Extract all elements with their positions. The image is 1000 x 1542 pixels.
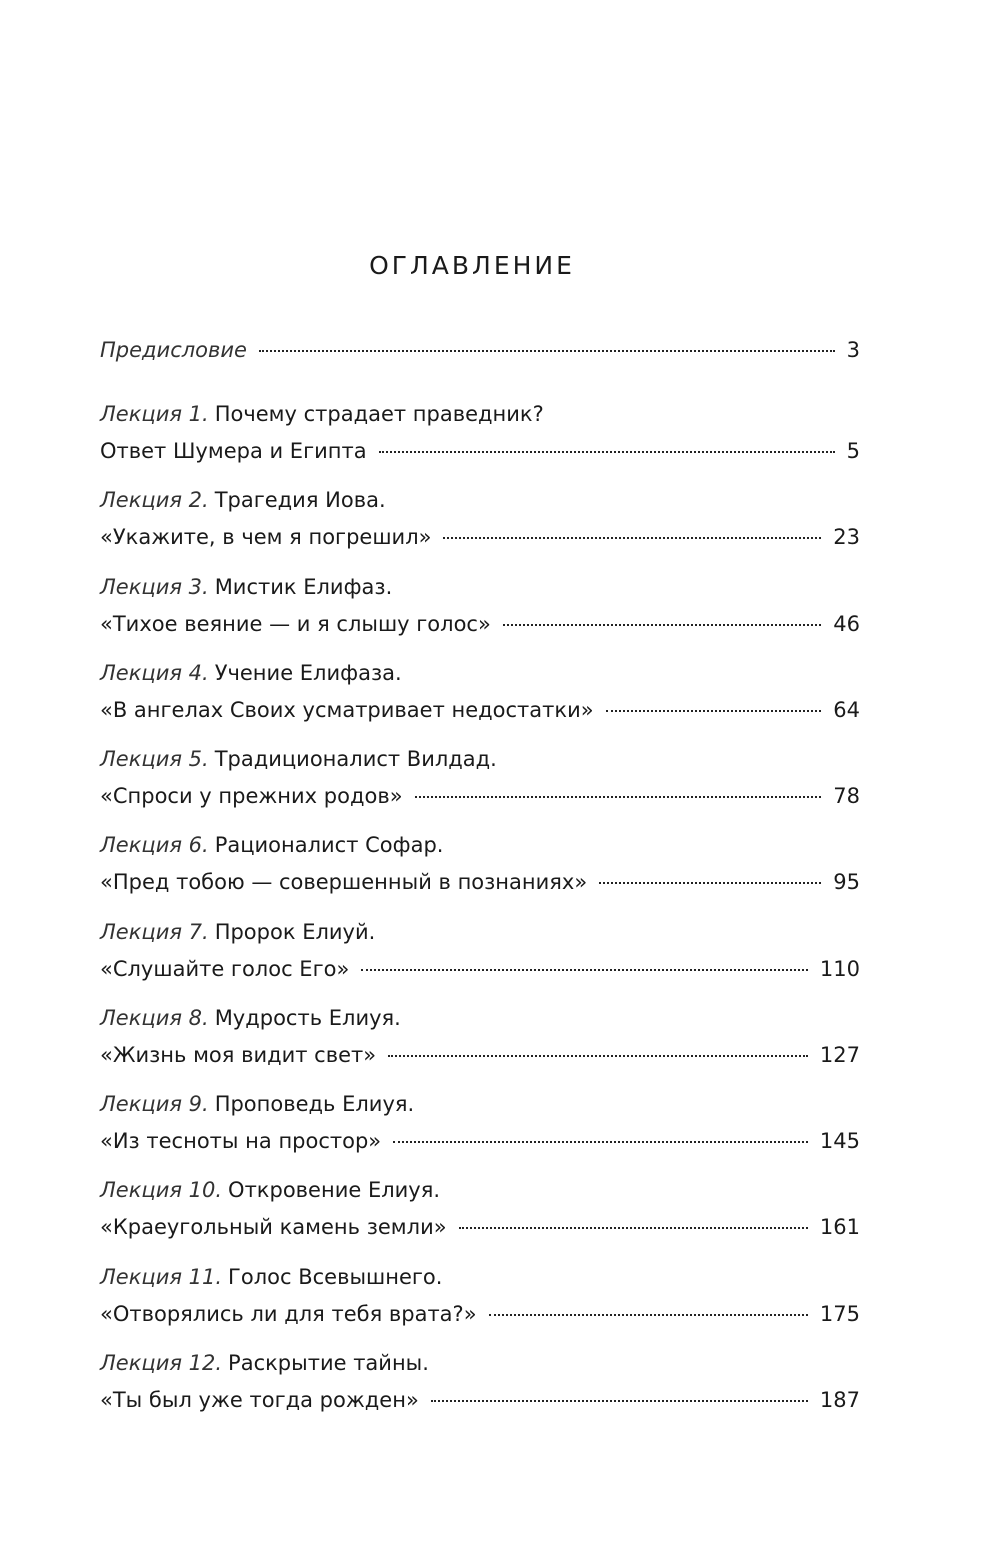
lecture-heading: Проповедь Елиуя.: [214, 1092, 415, 1116]
toc-heading-line: [100, 396, 860, 433]
lecture-heading: Рационалист Софар.: [214, 833, 444, 857]
lecture-subtitle: «Укажите, в чем я погрешил»: [100, 525, 432, 549]
page-number: 161: [819, 1215, 860, 1239]
lecture-number: Лекция 1.: [100, 402, 209, 426]
toc-heading-line: [100, 1172, 860, 1209]
lecture-number: Лекция 11.: [100, 1265, 223, 1289]
page-number: 46: [833, 612, 860, 636]
toc-subtitle-line: [100, 951, 860, 988]
lecture-number: Лекция 7.: [100, 920, 209, 944]
dot-leader: [503, 624, 821, 626]
lecture-number: Лекция 12.: [100, 1351, 223, 1375]
lecture-subtitle: «В ангелах Своих усматривает недостатки»: [100, 698, 594, 722]
toc-subtitle-line: [100, 1296, 860, 1333]
lecture-number: Лекция 9.: [100, 1092, 209, 1116]
toc-heading-line: [100, 827, 860, 864]
dot-leader: [431, 1400, 808, 1402]
toc-heading-line: [100, 1086, 860, 1123]
lecture-number: Лекция 6.: [100, 833, 209, 857]
lecture-heading: Трагедия Иова.: [214, 488, 386, 512]
toc-heading-line: [100, 569, 860, 606]
dot-leader: [361, 969, 808, 971]
lecture-heading: Учение Елифаза.: [214, 661, 402, 685]
page-number: 5: [846, 439, 860, 463]
page-number: 95: [833, 870, 860, 894]
toc-subtitle-line: [100, 1037, 860, 1074]
lecture-subtitle: «Спроси у прежних родов»: [100, 784, 403, 808]
lecture-heading: Откровение Елиуя.: [228, 1178, 441, 1202]
page-number: 23: [833, 525, 860, 549]
toc-heading-line: [100, 1259, 860, 1296]
toc-heading-line: [100, 914, 860, 951]
dot-leader: [393, 1141, 808, 1143]
page-number: 187: [819, 1388, 860, 1412]
page-number: 127: [819, 1043, 860, 1067]
dot-leader: [459, 1227, 808, 1229]
page-number: 110: [819, 957, 860, 981]
lecture-heading: Традиционалист Вилдад.: [214, 747, 497, 771]
lecture-heading: Пророк Елиуй.: [214, 920, 376, 944]
toc-heading-line: [100, 1000, 860, 1037]
toc-heading-line: [100, 1345, 860, 1382]
toc-subtitle-line: [100, 1209, 860, 1246]
toc-entry-lecture-4[interactable]: [100, 655, 860, 729]
page-number: 78: [833, 784, 860, 808]
toc-entry-lecture-3[interactable]: [100, 569, 860, 643]
lecture-heading: Мистик Елифаз.: [214, 575, 393, 599]
toc-subtitle-line: [100, 778, 860, 815]
dot-leader: [443, 537, 821, 539]
toc-subtitle-line: [100, 433, 860, 470]
page-title: ОГЛАВЛЕНИЕ: [369, 251, 575, 280]
lecture-subtitle: Ответ Шумера и Египта: [100, 439, 367, 463]
lecture-number: Лекция 8.: [100, 1006, 209, 1030]
dot-leader: [415, 796, 822, 798]
page-number: 145: [819, 1129, 860, 1153]
lecture-subtitle: «Жизнь моя видит свет»: [100, 1043, 377, 1067]
toc-entry-lecture-7[interactable]: [100, 914, 860, 988]
toc-entry-lecture-8[interactable]: [100, 1000, 860, 1074]
toc-entry-preface[interactable]: [100, 332, 860, 369]
dot-leader: [606, 710, 822, 712]
lecture-subtitle: «Из тесноты на простор»: [100, 1129, 382, 1153]
page-number: 64: [833, 698, 860, 722]
toc-subtitle-line: [100, 1123, 860, 1160]
toc-line: [100, 332, 860, 369]
page-number: 175: [819, 1302, 860, 1326]
lecture-heading: Почему страдает праведник?: [214, 402, 544, 426]
toc-entry-lecture-11[interactable]: [100, 1259, 860, 1333]
lecture-subtitle: «Тихое веяние — и я слышу голос»: [100, 612, 491, 636]
toc-entry-lecture-12[interactable]: [100, 1345, 860, 1419]
lecture-heading: Голос Всевышнего.: [228, 1265, 443, 1289]
lecture-heading: Раскрытие тайны.: [228, 1351, 429, 1375]
toc-subtitle-line: [100, 692, 860, 729]
toc-entry-lecture-9[interactable]: [100, 1086, 860, 1160]
dot-leader: [599, 882, 821, 884]
lecture-number: Лекция 4.: [100, 661, 209, 685]
toc-entry-lecture-10[interactable]: [100, 1172, 860, 1246]
lecture-number: Лекция 5.: [100, 747, 209, 771]
toc-subtitle-line: [100, 1382, 860, 1419]
dot-leader: [388, 1055, 808, 1057]
lecture-number: Лекция 3.: [100, 575, 209, 599]
dot-leader: [489, 1314, 808, 1316]
toc-entry-lecture-2[interactable]: [100, 482, 860, 556]
toc-subtitle-line: [100, 864, 860, 901]
lecture-subtitle: «Ты был уже тогда рожден»: [100, 1388, 419, 1412]
lecture-subtitle: «Пред тобою — совершенный в познаниях»: [100, 870, 588, 894]
lecture-subtitle: «Отворялись ли для тебя врата?»: [100, 1302, 477, 1326]
lecture-heading: Мудрость Елиуя.: [214, 1006, 401, 1030]
dot-leader: [259, 350, 835, 352]
preface-label: Предисловие: [100, 338, 247, 362]
toc-heading-line: [100, 741, 860, 778]
toc-entry-lecture-1[interactable]: [100, 396, 860, 470]
toc-subtitle-line: [100, 606, 860, 643]
lecture-subtitle: «Краеугольный камень земли»: [100, 1215, 447, 1239]
lecture-number: Лекция 2.: [100, 488, 209, 512]
toc-subtitle-line: [100, 519, 860, 556]
dot-leader: [379, 451, 835, 453]
toc-entry-lecture-6[interactable]: [100, 827, 860, 901]
toc-entry-lecture-5[interactable]: [100, 741, 860, 815]
lecture-number: Лекция 10.: [100, 1178, 223, 1202]
page-number: 3: [846, 338, 860, 362]
toc-heading-line: [100, 655, 860, 692]
toc-heading-line: [100, 482, 860, 519]
lecture-subtitle: «Слушайте голос Его»: [100, 957, 350, 981]
